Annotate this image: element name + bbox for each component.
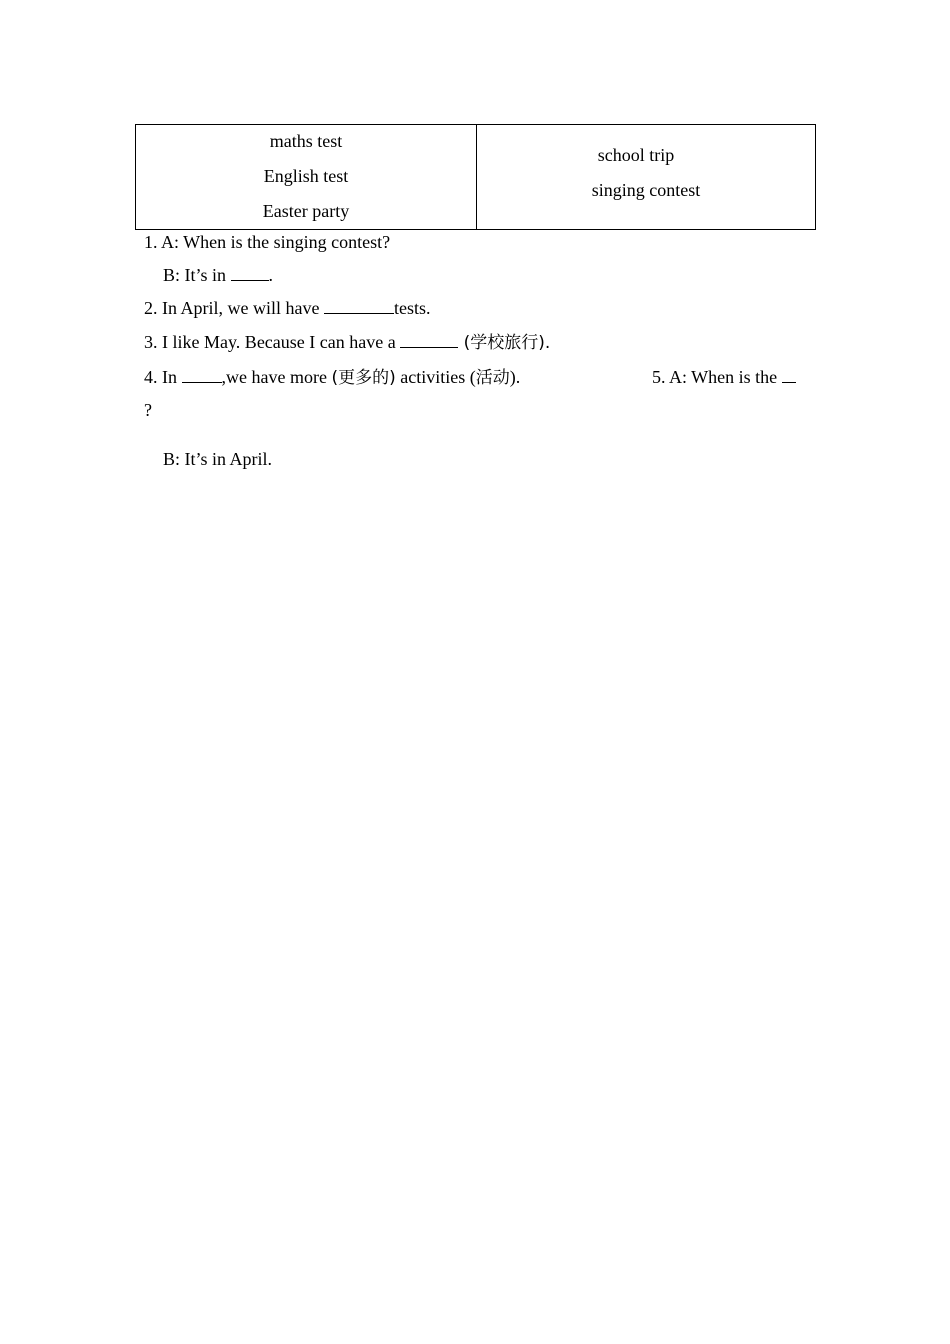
answer-blank[interactable] — [182, 366, 222, 383]
table-item: Easter party — [262, 201, 350, 221]
question-hint: (学校旅行). — [458, 333, 551, 353]
question-text: activities ( — [395, 367, 476, 387]
question-3 — [144, 331, 550, 354]
answer-blank[interactable] — [231, 264, 269, 281]
question-text: ). — [509, 367, 521, 387]
answer-blank[interactable] — [400, 331, 458, 348]
question-text: 1. A: When is the singing contest? — [144, 232, 391, 252]
question-text: B: It’s in — [163, 265, 231, 285]
question-1-b — [163, 264, 273, 286]
answer-blank[interactable] — [324, 297, 394, 314]
question-4 — [144, 366, 520, 389]
question-5-a — [652, 366, 796, 388]
right-cell — [477, 125, 816, 230]
table-item: English test — [263, 166, 349, 186]
table-item: school trip — [597, 145, 675, 165]
question-text: 4. In — [144, 367, 182, 387]
question-hint: (更多的) — [331, 368, 396, 388]
question-text: tests. — [393, 298, 431, 318]
question-text: . — [268, 265, 274, 285]
table-item: singing contest — [591, 180, 701, 200]
question-5-qmark — [144, 399, 152, 421]
question-text: 2. In April, we will have — [144, 298, 324, 318]
question-text: ,we have more — [221, 367, 332, 387]
table-item: maths test — [269, 131, 343, 151]
events-table — [135, 124, 816, 230]
question-text: ? — [144, 400, 152, 420]
table-row — [136, 125, 816, 230]
left-cell — [136, 125, 477, 230]
question-5-b — [163, 448, 272, 470]
question-hint: 活动 — [475, 368, 510, 388]
question-text: 5. A: When is the — [652, 367, 782, 387]
question-text: B: It’s in April. — [163, 449, 273, 469]
question-text: 3. I like May. Because I can have a — [144, 332, 401, 352]
question-1-a — [144, 231, 390, 253]
answer-blank[interactable] — [782, 366, 796, 383]
question-2 — [144, 297, 430, 319]
